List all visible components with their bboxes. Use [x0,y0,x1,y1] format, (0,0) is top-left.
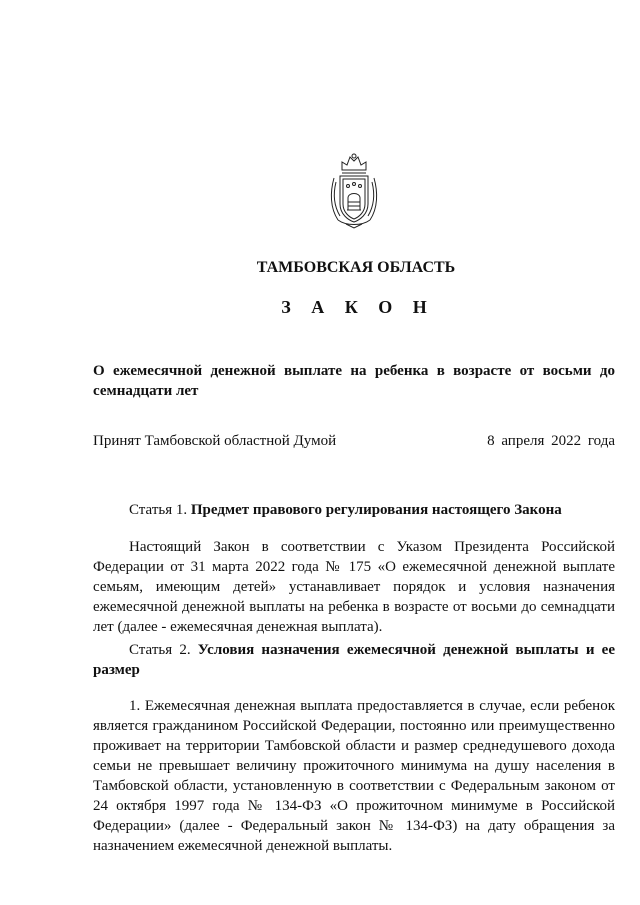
adopted-by: Принят Тамбовской областной Думой [93,433,337,449]
article-2-heading [93,640,615,680]
law-title: О ежемесячной денежной выплате на ребенка в возрасте от восьми до семнадцати лет [93,363,615,399]
article-title: Условия назначения ежемесячной денежной выплаты и ее размер [93,642,615,678]
article-label: Статья 1. [129,502,191,518]
region-heading: ТАМБОВСКАЯ ОБЛАСТЬ [256,259,456,276]
article-label: Статья 2. [129,642,198,658]
article-1-heading [93,500,615,520]
adoption-date: 8 апреля 2022 года [487,433,615,449]
article-title: Предмет правового регулирования настоящего Закона [190,502,562,518]
article-1-paragraph: Настоящий Закон в соответствии с Указом Президента Российской Федерации от 31 марта 2022 года № 175 «О ежемесячной денежной выплате семьям, имеющим детей» устанавливает порядок и условия назначения ежемесячной денежной выплаты на ребенка в возрасте от восьми до семнадцати лет (далее - ежемесячная денежная выплата). [93,539,615,635]
tambov-coat-of-arms-icon [326,152,382,230]
document-type-heading: З А К О Н [281,297,435,317]
article-2-paragraph: 1. Ежемесячная денежная выплата предоставляется в случае, если ребенок является гражданином Российской Федерации, постоянно или преимущественно проживает на территории Тамбовской области и размер среднедушевого дохода семьи не превышает величину прожиточного минимума на душу населения в Тамбовской области, установленную в соответствии с Федеральным законом от 24 октября 1997 года № 134-ФЗ «О прожиточном минимуме в Российской Федерации» (далее - Федеральный закон № 134-ФЗ) на дату обращения за назначением ежемесячной денежной выплаты. [93,698,615,854]
